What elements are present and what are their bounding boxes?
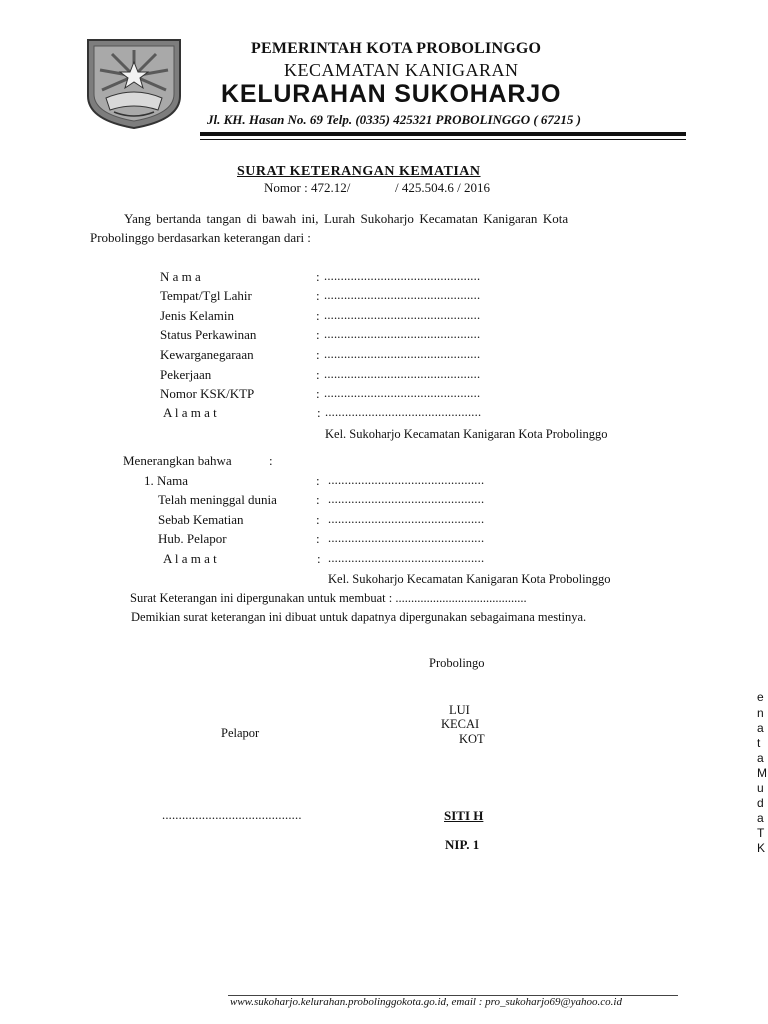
official-name: SITI H <box>444 808 484 823</box>
field-value: ............................................... <box>328 512 485 526</box>
deceased-heading: Menerangkan bahwa <box>123 453 232 468</box>
side-letter: T <box>757 826 765 840</box>
side-letter: e <box>757 690 764 704</box>
header-government: PEMERINTAH KOTA PROBOLINGGO <box>251 40 542 57</box>
signature-office-1: LUI <box>449 703 470 717</box>
field-label: Jenis Kelamin <box>160 308 235 323</box>
field-value: ............................................... <box>328 492 485 506</box>
document-title: SURAT KETERANGAN KEMATIAN <box>237 164 481 179</box>
field-colon: : <box>316 367 320 382</box>
field-value: ............................................... <box>324 386 481 400</box>
field-colon: : <box>317 405 321 420</box>
purpose-line: Surat Keterangan ini dipergunakan untuk membuat : .......................................... <box>130 591 527 605</box>
signature-office-3: KOT <box>459 732 485 746</box>
field-colon: : <box>316 492 320 507</box>
field-colon: : <box>316 531 320 546</box>
signature-place: Probolingo <box>429 656 485 670</box>
field-label: Status Perkawinan <box>160 327 257 342</box>
side-letter: d <box>757 796 764 810</box>
document-number-suffix: / 425.504.6 / 2016 <box>395 180 490 195</box>
field-value: ............................................... <box>324 269 481 283</box>
side-letter: a <box>757 811 764 825</box>
informant-address-note: Kel. Sukoharjo Kecamatan Kanigaran Kota Probolinggo <box>325 427 608 441</box>
field-colon: : <box>316 347 320 362</box>
field-colon: : <box>316 386 320 401</box>
signature-office-2: KECAI <box>441 717 480 731</box>
field-colon: : <box>316 327 320 342</box>
side-letter: t <box>757 736 761 750</box>
field-label: 1. Nama <box>144 473 189 488</box>
document-number-label: Nomor : 472.12/ <box>264 180 351 195</box>
field-value: ............................................... <box>324 347 481 361</box>
field-label: Hub. Pelapor <box>158 531 227 546</box>
side-letter: a <box>757 721 764 735</box>
field-label: Tempat/Tgl Lahir <box>160 288 252 303</box>
field-colon: : <box>316 473 320 488</box>
side-letter: u <box>757 781 764 795</box>
field-label: Pekerjaan <box>160 367 212 382</box>
field-colon: : <box>316 308 320 323</box>
field-label: A l a m a t <box>163 405 217 420</box>
field-value: ............................................... <box>325 405 482 419</box>
field-colon: : <box>316 269 320 284</box>
side-letter: a <box>757 751 764 765</box>
field-label: Telah meninggal dunia <box>158 492 277 507</box>
field-label: Kewarganegaraan <box>160 347 254 362</box>
field-value: ............................................... <box>324 327 481 341</box>
header-village: KELURAHAN SUKOHARJO <box>221 80 562 108</box>
header-district: KECAMATAN KANIGARAN <box>284 60 519 80</box>
field-colon: : <box>316 512 320 527</box>
field-label: N a m a <box>160 269 201 284</box>
field-colon: : <box>316 288 320 303</box>
header-address: Jl. KH. Hasan No. 69 Telp. (0335) 425321 PROBOLINGGO ( 67215 ) <box>207 112 581 127</box>
field-value: ............................................... <box>324 367 481 381</box>
field-value: ............................................... <box>328 551 485 565</box>
side-letter: M <box>757 766 767 780</box>
field-label: A l a m a t <box>163 551 217 566</box>
field-value: ............................................... <box>324 308 481 322</box>
side-letter: n <box>757 706 764 720</box>
field-colon: : <box>317 551 321 566</box>
intro-line-1: Yang bertanda tangan di bawah ini, Lurah Sukoharjo Kecamatan Kanigaran Kota <box>124 211 569 226</box>
deceased-address-note: Kel. Sukoharjo Kecamatan Kanigaran Kota Probolinggo <box>328 572 611 586</box>
deceased-heading-colon: : <box>269 453 273 468</box>
reporter-signature-line: .......................................... <box>162 808 302 822</box>
field-label: Sebab Kematian <box>158 512 244 527</box>
reporter-label: Pelapor <box>221 726 260 740</box>
official-nip: NIP. 1 <box>445 837 480 852</box>
field-value: ............................................... <box>328 473 485 487</box>
side-letter: K <box>757 841 766 855</box>
field-value: ............................................... <box>328 531 485 545</box>
field-value: ............................................... <box>324 288 481 302</box>
closing-statement: Demikian surat keterangan ini dibuat untuk dapatnya dipergunakan sebagaimana mestinya. <box>131 610 587 624</box>
footer-contact: www.sukoharjo.kelurahan.probolinggokota.go.id, email : pro_sukoharjo69@yahoo.co.id <box>230 996 622 1008</box>
field-label: Nomor KSK/KTP <box>160 386 255 401</box>
intro-line-2: Probolinggo berdasarkan keterangan dari : <box>90 230 311 245</box>
